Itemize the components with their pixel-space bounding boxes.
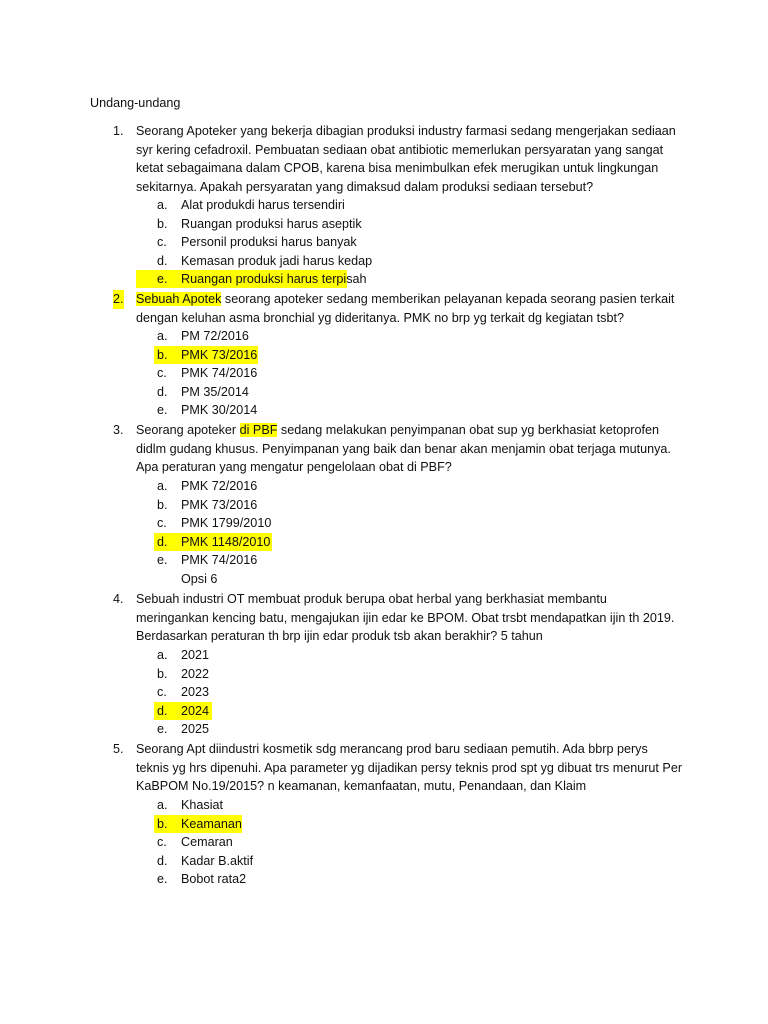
option-text: Alat produkdi harus tersendiri <box>181 198 345 212</box>
option-text: 2021 <box>181 648 210 662</box>
page-heading: Undang-undang <box>90 96 181 110</box>
option-letter: d. <box>157 853 168 868</box>
options-3 <box>136 477 656 589</box>
option-text: Khasiat <box>181 798 224 812</box>
option-text: 2022 <box>181 666 210 681</box>
option-letter: d. <box>157 534 168 549</box>
option-e-answer <box>136 270 656 289</box>
option-text: Kemasan produk jadi harus kedap <box>181 253 373 268</box>
option-text: Kadar B.aktif <box>181 853 254 868</box>
question-number: 5. <box>113 742 124 756</box>
option-letter: d. <box>157 384 168 399</box>
option-a <box>136 796 656 815</box>
option-e <box>136 401 656 420</box>
option-text: PMK 73/2016 <box>181 497 258 512</box>
option-d-answer <box>136 702 656 721</box>
option-d-answer <box>136 533 656 552</box>
option-b <box>136 496 656 515</box>
option-a <box>136 646 656 665</box>
option-letter: e. <box>157 722 168 737</box>
question-3 <box>113 421 683 477</box>
option-text: Opsi 6 <box>181 571 218 586</box>
option-b <box>136 665 656 684</box>
option-b-answer <box>136 346 656 365</box>
question-2 <box>113 290 683 327</box>
option-a <box>136 327 656 346</box>
option-text: Keamanan <box>181 816 242 831</box>
option-text: 2024 <box>181 703 210 718</box>
question-1 <box>113 122 683 196</box>
option-c <box>136 683 656 702</box>
option-c <box>136 514 656 533</box>
question-text: Seorang Apoteker yang bekerja dibagian produksi industry farmasi sedang mengerjakan sediaan syr kering cefadroxil. Pembuatan sediaan obat antibiotic memerlukan persyaratan yang sangat ketat sebagaimana dalam CPOB, karena bisa menimbulkan efek merugikan untuk lingkungan sekitarnya. Apakah persyaratan yang dimaksud dalam produksi sediaan tersebut? <box>136 124 676 194</box>
option-c <box>136 233 656 252</box>
option-a <box>136 196 656 215</box>
option-text: PM 35/2014 <box>181 384 249 399</box>
option-letter: e. <box>157 553 168 568</box>
option-letter: b. <box>157 347 168 362</box>
question-number: 3. <box>113 423 124 437</box>
option-letter: e. <box>157 872 168 887</box>
option-letter: b. <box>157 497 168 512</box>
option-letter: c. <box>157 685 167 700</box>
question-text <box>136 290 683 327</box>
option-letter: c. <box>157 366 167 381</box>
option-d <box>136 252 656 271</box>
question-highlight: di PBF <box>239 423 278 437</box>
option-text: PM 72/2016 <box>181 329 249 343</box>
option-letter: b. <box>157 216 168 231</box>
option-text: PMK 74/2016 <box>181 366 258 381</box>
option-text: Bobot rata2 <box>181 872 247 887</box>
option-text: PMK 73/2016 <box>181 347 258 362</box>
option-e <box>136 720 656 739</box>
option-c <box>136 364 656 383</box>
question-text: Sebuah industri OT membuat produk berupa obat herbal yang berkhasiat membantu meringankan kencing batu, mengajukan ijin edar ke BPOM. Obat trsbt mendapatkan ijin th 2019. Berdasarkan peraturan th brp ijin edar produk tsb akan berakhir? 5 tahun <box>136 592 675 644</box>
options-4 <box>136 646 656 739</box>
option-text: Personil produksi harus banyak <box>181 235 357 250</box>
question-number: 1. <box>113 124 124 138</box>
option-letter: a. <box>157 798 168 812</box>
option-text: 2025 <box>181 722 210 737</box>
question-5 <box>113 740 683 796</box>
option-c <box>136 833 656 852</box>
options-1 <box>136 196 656 289</box>
option-text: Cemaran <box>181 835 233 850</box>
option-text: PMK 1799/2010 <box>181 516 272 531</box>
option-text: Ruangan produksi harus terpisah <box>181 272 367 287</box>
option-letter: a. <box>157 198 168 212</box>
option-text: PMK 30/2014 <box>181 403 258 418</box>
option-letter: c. <box>157 235 167 250</box>
option-e <box>136 870 656 889</box>
option-d <box>136 383 656 402</box>
question-text <box>136 421 683 477</box>
option-letter: e. <box>157 272 168 287</box>
option-letter: e. <box>157 403 168 418</box>
options-2 <box>136 327 656 420</box>
option-text: 2023 <box>181 685 210 700</box>
option-b-answer <box>136 815 656 834</box>
question-highlight: Sebuah Apotek <box>136 292 222 306</box>
question-body-start: Seorang apoteker <box>136 423 240 437</box>
option-letter: a. <box>157 479 168 493</box>
option-letter: b. <box>157 816 168 831</box>
option-b <box>136 215 656 234</box>
option-text: PMK 1148/2010 <box>181 534 271 549</box>
option-letter: a. <box>157 329 168 343</box>
option-text: Ruangan produksi harus aseptik <box>181 216 362 231</box>
option-a <box>136 477 656 496</box>
option-letter: a. <box>157 648 168 662</box>
option-text: PMK 72/2016 <box>181 479 258 493</box>
question-body: sedang melakukan penyimpanan obat sup yg berkhasiat ketoprofen didlm gudang khusus. Penyimpanan yang baik dan benar akan menjamin obat terjaga mutunya. Apa peraturan yang mengatur pengelolaan obat di PBF? <box>136 423 671 475</box>
option-letter: d. <box>157 253 168 268</box>
option-d <box>136 852 656 871</box>
option-letter: b. <box>157 666 168 681</box>
option-letter: d. <box>157 703 168 718</box>
question-number: 4. <box>113 592 124 606</box>
question-body: seorang apoteker sedang memberikan pelayanan kepada seorang pasien terkait dengan keluhan asma bronchial yg dideritanya. PMK no brp yg terkait dg kegiatan tsbt? <box>136 292 675 325</box>
question-4 <box>113 590 683 646</box>
question-number: 2. <box>113 290 124 309</box>
options-5 <box>136 796 656 889</box>
option-text: PMK 74/2016 <box>181 553 258 568</box>
option-extra <box>136 570 656 589</box>
option-letter: c. <box>157 835 167 850</box>
question-text: Seorang Apt diindustri kosmetik sdg merancang prod baru sediaan pemutih. Ada bbrp perys teknis yg hrs dipenuhi. Apa parameter yg dijadikan persy teknis prod spt yg dibuat trs menurut Per KaBPOM No.19/2015? n keamanan, kemanfaatan, mutu, Penandaan, dan Klaim <box>136 742 683 794</box>
option-e <box>136 551 656 570</box>
option-letter: c. <box>157 516 167 531</box>
